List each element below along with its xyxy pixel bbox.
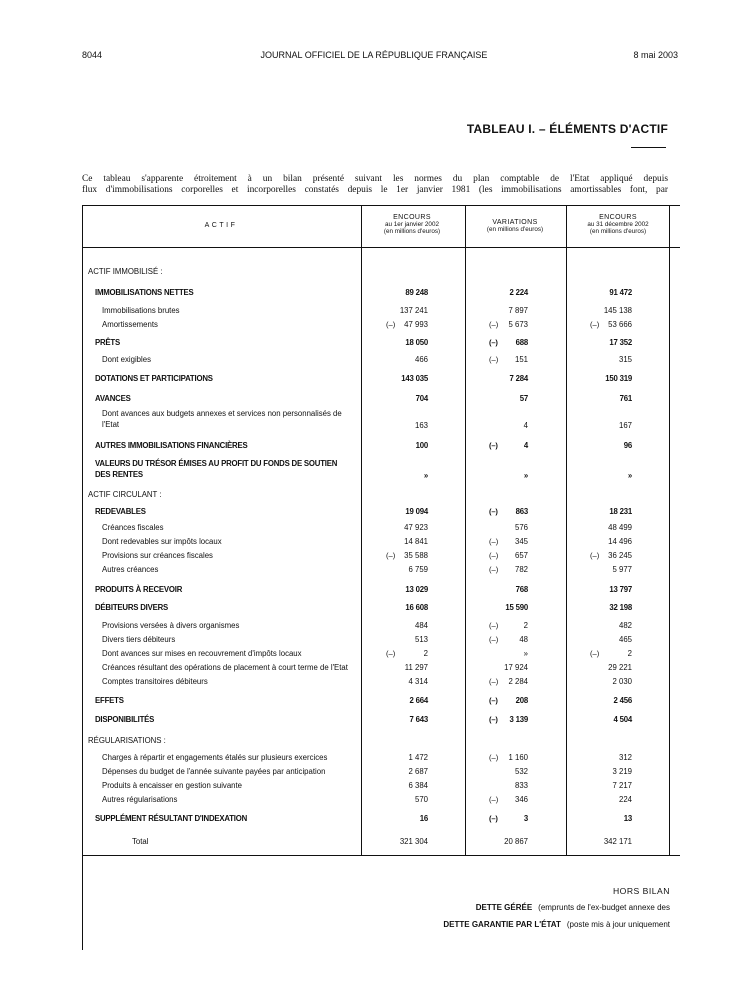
negative-sign: (–) [489, 795, 499, 804]
cell-value: 32 198 [609, 603, 632, 612]
row-label [102, 522, 354, 534]
row-label-text: Produits à encaisser en gestion suivante [102, 781, 242, 790]
row-label-text: DOTATIONS ET PARTICIPATIONS [95, 374, 213, 383]
hors-bilan-line [476, 903, 670, 912]
cell-value: 17 924 [504, 663, 528, 672]
cell-value: 163 [414, 421, 428, 430]
row-label [102, 319, 354, 331]
row-label-text: Amortissements [102, 320, 158, 329]
cell-value: 3 [523, 814, 528, 823]
cell-value: 15 590 [505, 603, 528, 612]
row-label-text: Dont exigibles [102, 355, 151, 364]
col-header-line: au 31 décembre 2002 [587, 221, 649, 228]
negative-sign: (–) [489, 635, 499, 644]
table-row [0, 408, 748, 432]
cell-value: 18 050 [405, 338, 428, 347]
cell-value: 57 [519, 394, 528, 403]
row-label-text: Divers tiers débiteurs [102, 635, 176, 644]
cell-value: 570 [414, 795, 428, 804]
row-label [102, 408, 354, 432]
col-header-line: ENCOURS [393, 214, 431, 221]
cell-value: 657 [514, 551, 528, 560]
cell-value: 16 [419, 814, 428, 823]
negative-sign: (–) [489, 507, 498, 516]
col-header-actif: ACTIF [204, 222, 238, 229]
table-row [0, 752, 748, 764]
cell-value: 2 664 [409, 696, 428, 705]
row-label [102, 752, 354, 764]
col-header-variations [467, 219, 563, 233]
cell-value: 2 030 [612, 677, 632, 686]
cell-value: 224 [618, 795, 632, 804]
row-label-text: EFFETS [95, 696, 124, 705]
row-label [102, 662, 354, 674]
negative-sign: (–) [489, 551, 499, 560]
negative-sign: (–) [489, 441, 498, 450]
cell-value: 47 923 [404, 523, 428, 532]
row-label-text: Dont avances aux budgets annexes et services non personnalisés de l'Etat [102, 409, 342, 429]
cell-value: 89 248 [405, 288, 428, 297]
negative-sign: (–) [489, 537, 499, 546]
cell-value: 20 867 [504, 837, 528, 846]
cell-value: 768 [515, 585, 528, 594]
cell-value: 4 314 [408, 677, 428, 686]
col-header-line: ENCOURS [599, 214, 637, 221]
cell-value: 16 608 [405, 603, 428, 612]
table-row [0, 714, 748, 726]
hors-bilan-line [443, 920, 670, 929]
row-label [95, 506, 354, 518]
cell-value: 833 [514, 781, 528, 790]
cell-value: 2 224 [509, 288, 528, 297]
table-row [0, 602, 748, 614]
cell-value: 3 219 [612, 767, 632, 776]
cell-value: 482 [618, 621, 632, 630]
cell-value: 6 384 [408, 781, 428, 790]
table-top-border [82, 205, 680, 206]
negative-sign: (–) [489, 565, 499, 574]
cell-value: 346 [514, 795, 528, 804]
row-label [95, 458, 354, 482]
row-label-text: Créances fiscales [102, 523, 164, 532]
hors-bilan-term: DETTE GARANTIE PAR L'ÉTAT [443, 920, 561, 929]
col-header-line: au 1er janvier 2002 [385, 221, 439, 228]
cell-value: 48 499 [608, 523, 632, 532]
row-label [95, 287, 354, 299]
negative-sign: (–) [489, 338, 498, 347]
row-label-text: PRÊTS [95, 338, 120, 347]
table-title: TABLEAU I. – ÉLÉMENTS D'ACTIF [466, 122, 668, 136]
cell-value: 18 231 [609, 507, 632, 516]
cell-value: 1 160 [508, 753, 528, 762]
row-label [88, 735, 348, 747]
row-label [95, 584, 354, 596]
cell-value: 761 [619, 394, 632, 403]
table-row [0, 766, 748, 778]
negative-sign: (–) [489, 621, 499, 630]
cell-value: 3 139 [509, 715, 528, 724]
row-label-text: ACTIF CIRCULANT : [88, 490, 162, 499]
row-label [102, 354, 354, 366]
cell-value: 484 [414, 621, 428, 630]
negative-sign: (–) [386, 320, 396, 329]
table-row [0, 550, 748, 562]
table-row [0, 522, 748, 534]
table-row [0, 780, 748, 792]
negative-sign: (–) [590, 551, 600, 560]
row-label [88, 266, 348, 278]
row-label [88, 489, 348, 501]
row-label-text: Autres créances [102, 565, 159, 574]
row-label [95, 714, 354, 726]
cell-value: 6 759 [408, 565, 428, 574]
row-label-text: Immobilisations brutes [102, 306, 180, 315]
negative-sign: (–) [489, 814, 498, 823]
negative-sign: (–) [489, 677, 499, 686]
negative-sign: (–) [590, 320, 600, 329]
col-header-encours-31-dec [567, 214, 669, 235]
table-row [0, 662, 748, 674]
cell-value: 91 472 [609, 288, 632, 297]
row-label [95, 602, 354, 614]
cell-value: 13 029 [405, 585, 428, 594]
section-heading [0, 489, 748, 501]
row-label [132, 836, 354, 848]
intro-line: Ce tableau s'apparente étroitement à un bilan présenté suivant les normes du plan comptable de l'Etat appliqué depuis [82, 174, 668, 184]
row-label [102, 550, 354, 562]
row-label [102, 766, 354, 778]
cell-value: 2 [423, 649, 428, 658]
table-row [0, 393, 748, 405]
table-row [0, 506, 748, 518]
row-label [95, 440, 354, 452]
cell-value: 4 504 [613, 715, 632, 724]
cell-value: 312 [618, 753, 632, 762]
cell-value: 36 245 [608, 551, 632, 560]
cell-value: 704 [415, 394, 428, 403]
cell-value: 2 284 [508, 677, 528, 686]
row-label-text: AUTRES IMMOBILISATIONS FINANCIÈRES [95, 441, 248, 450]
table-row [0, 564, 748, 576]
table-row [0, 305, 748, 317]
row-label-text: Créances résultant des opérations de placement à court terme de l'Etat [102, 663, 348, 672]
cell-value: 150 319 [605, 374, 632, 383]
row-label-text: Dont avances sur mises en recouvrement d'impôts locaux [102, 649, 302, 658]
row-label-text: PRODUITS À RECEVOIR [95, 585, 183, 594]
cell-value: 19 094 [405, 507, 428, 516]
section-heading [0, 266, 748, 278]
row-label [95, 695, 354, 707]
cell-value: 513 [414, 635, 428, 644]
table-row [0, 287, 748, 299]
publication-date: 8 mai 2003 [633, 50, 678, 60]
negative-sign: (–) [489, 715, 498, 724]
hors-bilan-text: (emprunts de l'ex-budget annexe des [538, 903, 670, 912]
row-label [102, 676, 354, 688]
negative-sign: (–) [386, 649, 396, 658]
row-label-text: Total [132, 837, 149, 846]
negative-sign: (–) [386, 551, 396, 560]
cell-value: 96 [623, 441, 632, 450]
section-heading [0, 735, 748, 747]
cell-value: 2 456 [613, 696, 632, 705]
cell-value: 151 [514, 355, 528, 364]
cell-value: 167 [618, 421, 632, 430]
col-header-line: (en millions d'euros) [589, 228, 647, 235]
row-label-text: Dépenses du budget de l'année suivante payées par anticipation [102, 767, 326, 776]
row-label [102, 305, 354, 317]
row-label [102, 536, 354, 548]
cell-value: 7 897 [508, 306, 528, 315]
cell-value: 13 797 [609, 585, 632, 594]
hors-bilan-text: (poste mis à jour uniquement [566, 920, 670, 929]
cell-value: 7 643 [409, 715, 428, 724]
row-label [102, 648, 354, 660]
negative-sign: (–) [489, 753, 499, 762]
cell-value: 47 993 [404, 320, 428, 329]
row-label [95, 337, 354, 349]
row-label-text: REDEVABLES [95, 507, 146, 516]
page-number: 8044 [82, 50, 103, 60]
cell-value: » [423, 471, 428, 480]
cell-value: 576 [514, 523, 528, 532]
row-label [95, 373, 354, 385]
table-row [0, 813, 748, 825]
table-row [0, 794, 748, 806]
cell-value: 532 [514, 767, 528, 776]
cell-value: 315 [618, 355, 632, 364]
cell-value: 345 [514, 537, 528, 546]
row-label-text: SUPPLÉMENT RÉSULTANT D'INDEXATION [95, 814, 248, 823]
cell-value: » [523, 649, 528, 658]
row-label [95, 393, 354, 405]
cell-value: 145 138 [603, 306, 632, 315]
cell-value: 2 [523, 621, 528, 630]
negative-sign: (–) [489, 355, 499, 364]
table-row [0, 440, 748, 452]
row-label-text: DÉBITEURS DIVERS [95, 603, 169, 612]
cell-value: 4 [523, 441, 528, 450]
journal-title: JOURNAL OFFICIEL DE LA RÉPUBLIQUE FRANÇAISE [260, 50, 488, 60]
row-label-text: Dont redevables sur impôts locaux [102, 537, 222, 546]
col-header-line: VARIATIONS [492, 219, 538, 226]
cell-value: 100 [415, 441, 428, 450]
cell-value: 13 [623, 814, 632, 823]
negative-sign: (–) [489, 320, 499, 329]
col-header-encours-2002 [361, 214, 463, 235]
table-row [0, 319, 748, 331]
cell-value: 863 [515, 507, 528, 516]
table-row [0, 458, 748, 482]
cell-value: 2 687 [408, 767, 428, 776]
table-row [0, 634, 748, 646]
table-row [0, 648, 748, 660]
cell-value: 7 217 [612, 781, 632, 790]
cell-value: 2 [627, 649, 632, 658]
cell-value: 465 [618, 635, 632, 644]
row-label [102, 780, 354, 792]
cell-value: 14 496 [608, 537, 632, 546]
table-row [0, 584, 748, 596]
cell-value: 14 841 [404, 537, 428, 546]
cell-value: 321 304 [399, 837, 428, 846]
col-header-line: (en millions d'euros) [486, 226, 544, 233]
row-label-text: IMMOBILISATIONS NETTES [95, 288, 194, 297]
row-label-text: DISPONIBILITÉS [95, 715, 155, 724]
row-label [102, 634, 354, 646]
table-row [0, 354, 748, 366]
cell-value: 143 035 [401, 374, 428, 383]
cell-value: 137 241 [399, 306, 428, 315]
row-label [102, 620, 354, 632]
col-header-line: (en millions d'euros) [383, 228, 441, 235]
row-label-text: AVANCES [95, 394, 131, 403]
cell-value: » [627, 471, 632, 480]
negative-sign: (–) [489, 696, 498, 705]
table-row [0, 337, 748, 349]
negative-sign: (–) [590, 649, 600, 658]
row-label [95, 813, 354, 825]
row-label-text: RÉGULARISATIONS : [88, 736, 166, 745]
hors-bilan-term: DETTE GÉRÉE [475, 903, 533, 912]
table-row [0, 373, 748, 385]
cell-value: 7 284 [509, 374, 528, 383]
cell-value: 35 588 [404, 551, 428, 560]
hors-bilan-title: HORS BILAN [612, 886, 670, 896]
row-label-text: VALEURS DU TRÉSOR ÉMISES AU PROFIT DU FONDS DE SOUTIEN DES RENTES [95, 459, 338, 479]
cell-value: » [523, 471, 528, 480]
row-label-text: ACTIF IMMOBILISÉ : [88, 267, 163, 276]
row-label [102, 564, 354, 576]
row-label [102, 794, 354, 806]
table-bottom-border [82, 855, 680, 856]
row-label-text: Comptes transitoires débiteurs [102, 677, 208, 686]
cell-value: 5 977 [612, 565, 632, 574]
header-separator [82, 247, 680, 248]
row-label-text: Provisions versées à divers organismes [102, 621, 240, 630]
cell-value: 4 [523, 421, 528, 430]
cell-value: 1 472 [408, 753, 428, 762]
cell-value: 53 666 [608, 320, 632, 329]
cell-value: 466 [414, 355, 428, 364]
cell-value: 208 [515, 696, 528, 705]
cell-value: 782 [514, 565, 528, 574]
cell-value: 5 673 [508, 320, 528, 329]
cell-value: 688 [515, 338, 528, 347]
table-row [0, 676, 748, 688]
cell-value: 342 171 [603, 837, 632, 846]
table-row [0, 836, 748, 848]
cell-value: 29 221 [608, 663, 632, 672]
cell-value: 48 [519, 635, 528, 644]
table-row [0, 620, 748, 632]
cell-value: 11 297 [404, 663, 428, 672]
table-row [0, 536, 748, 548]
row-label-text: Charges à répartir et engagements étalés sur plusieurs exercices [102, 753, 328, 762]
row-label-text: Provisions sur créances fiscales [102, 551, 213, 560]
table-row [0, 695, 748, 707]
intro-line: flux d'immobilisations corporelles et incorporelles constatés depuis le 1er janvier 1981 (les immobilisations amortissables font, par [82, 185, 668, 195]
row-label-text: Autres régularisations [102, 795, 178, 804]
cell-value: 17 352 [609, 338, 632, 347]
